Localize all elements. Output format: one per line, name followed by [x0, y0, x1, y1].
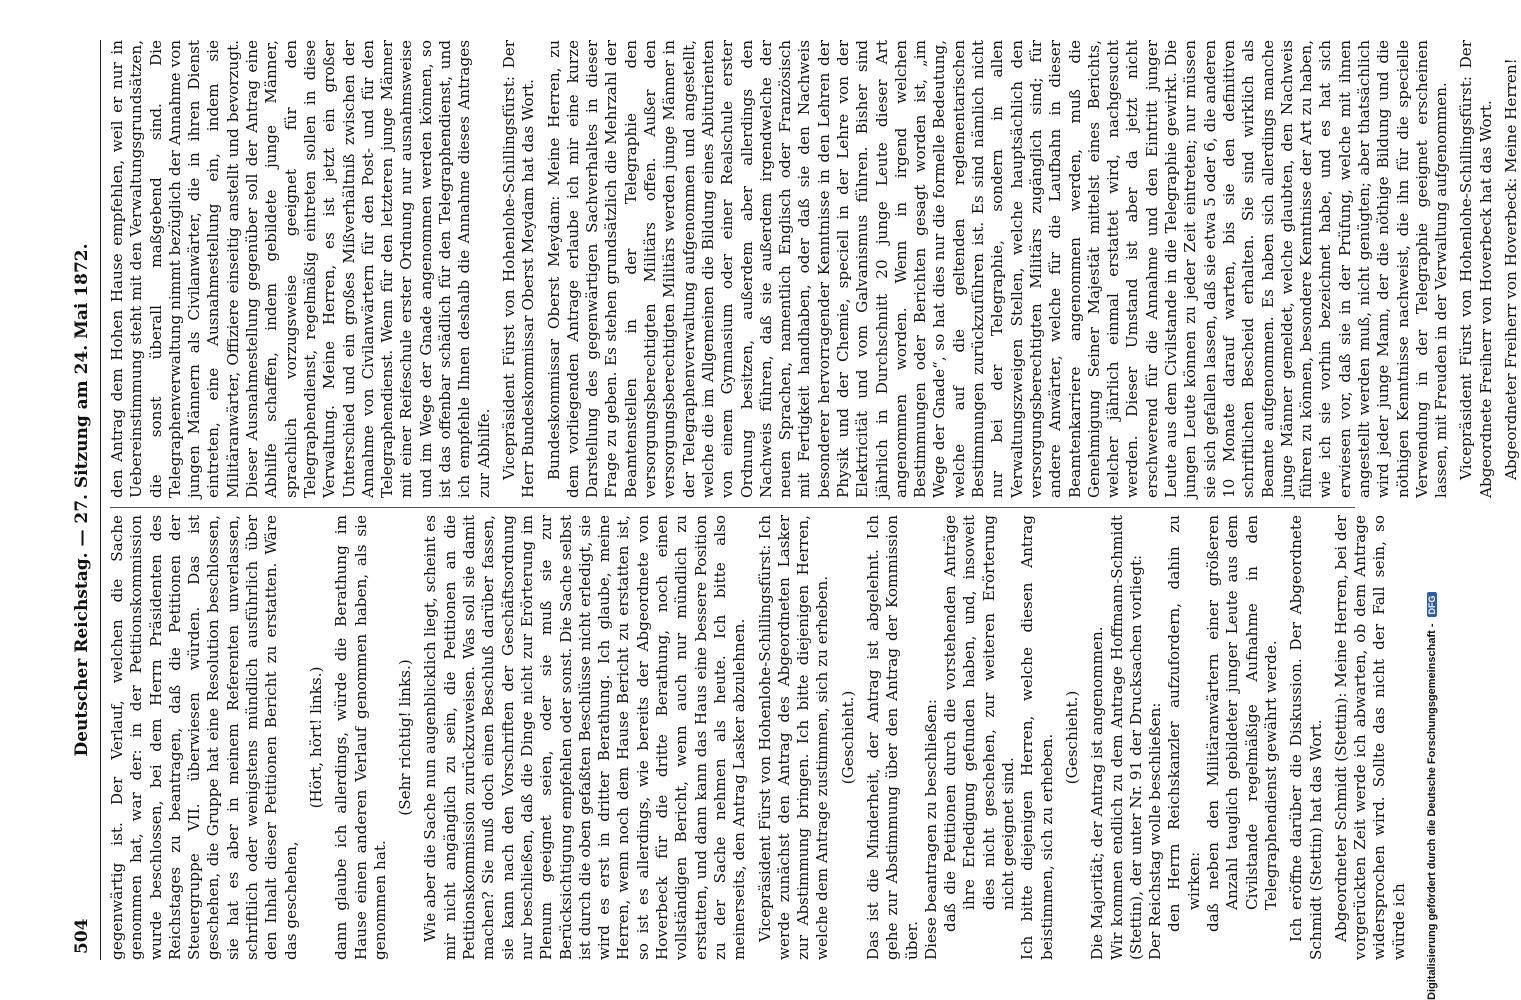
right-column — [108, 40, 1521, 498]
paragraph: Wie aber die Sache nun augenblicklich liegt, scheint es mir nicht angänglich zu sein, die Petitionen an die Petitionskommission zurückzuweisen. Was soll sie damit machen? Sie muß doch einen Beschluß darüber fassen, sie kann nach den Vorschriften der Geschäftsordnung nur beschließen, daß die Dinge nicht zur Erörterung im Plenum geeignet seien, oder sie muß sie zur Berücksichtigung empfehlen oder sonst. Die Sache selbst ist durch die oben gefaßten Beschlüsse nicht erledigt, sie wird es erst in dritter Berathung. Ich glaube, meine Herren, wenn noch dem Hause Bericht zu erstatten ist, so ist es allerdings, wie bereits der Abgeordnete von Hoverbeck für die dritte Berathung, noch einen vollständigen Bericht, wenn auch nur mündlich zu erstatten, und dann kann das Haus eine bessere Position zu der Sache nehmen als heute. Ich bitte also meinerseits, den Antrag Lasker abzulehnen. — [421, 515, 749, 960]
paragraph: den Antrag dem Hohen Hause empfehlen, weil er nur in Uebereinstimmung steht mit den Verwaltungsgrundsätzen, die sonst überall maßgebend sind. Die Telegraphenverwaltung nimmt bezüglich der Annahme von jungen Männern als Civilanwärter, die in ihren Dienst eintreten, eine Ausnahmestellung ein, indem sie Militäranwärter, Offiziere einseitig anstellt und bevorzugt. Dieser Ausnahmestellung gegenüber soll der Antrag eine Abhilfe schaffen, indem gebildete junge Männer, sprachlich vorzugsweise geeignet für den Telegraphendienst, regelmäßig eintreten sollen in diese Verwaltung. Meine Herren, es ist jetzt ein großer Unterschied und ein großes Mißverhältniß zwischen der Annahme von Civilanwärtern für den Post- und für den Telegraphendienst. Wenn für den letzteren junge Männer mit einer Reifeschule erster Ordnung nur ausnahmsweise und im Wege der Gnade angenommen werden können, so ist das offenbar schädlich für den Telegraphendienst, und ich empfehle Ihnen deshalb die Annahme dieses Antrages zur Abhilfe. — [108, 40, 493, 498]
paragraph: gegenwärtig ist. Der Verlauf, welchen die Sache genommen hat, war der: in der Petitionskommission wurde beschlossen, bei dem Herrn Präsidenten des Reichstages zu beantragen, daß die Petitionen der Steuergruppe VII. überwiesen würden. Das ist geschehen, die Gruppe hat eine Resolution beschlossen, sie hat es aber in meinem Referenten unverlassen, schriftlich oder wenigstens mündlich ausführlich über den Inhalt dieser Petitionen Bericht zu erstatten. Wäre das geschehen, — [108, 515, 300, 960]
paragraph: Vicepräsident Fürst von Hohenlohe-Schillingsfürst: Ich werde zunächst den Antrag des Abgeordneten Lasker zur Abstimmung bringen. Ich bitte diejenigen Herren, welche dem Antrage zustimmen, sich zu erheben. — [755, 515, 832, 960]
paragraph: Vicepräsident Fürst von Hohenlohe-Schillingsfürst: Der Herr Bundeskommissar Oberst Meydam hat das Wort. — [499, 40, 538, 498]
interjection: (Geschieht.) — [838, 690, 857, 785]
paragraph: Das ist die Minderheit, der Antrag ist abgelehnt. Ich gehe zur Abstimmung über den Antrag der Kommission über. — [863, 515, 921, 960]
paragraph: Bundeskommissar Oberst Meydam: Meine Herren, zu dem vorliegenden Antrage erlaube ich mir eine kurze Darstellung des gegenwärtigen Sachverhaltes in dieser Frage zu geben. Es stehen grundsätzlich die Mehrzahl der Beamtenstellen in der Telegraphie den versorgungsberechtigten Militärs offen. Außer den versorgungsberechtigten Militärs werden junge Männer in der Telegraphenverwaltung aufgenommen und angestellt, welche die im Allgemeinen die Bildung eines Abiturienten von einem Gymnasium oder einer Realschule erster Ordnung besitzen, außerdem aber allerdings den Nachweis führen, daß sie außerdem irgendwelche der neuen Sprachen, namentlich Englisch oder Französisch mit Fertigkeit handhaben, oder daß sie den Nachweis besonderer hervorragender Kenntnisse in den Lehren der Physik und der Chemie, speciell in der Lehre von der Elektricität und vom Galvanismus führen. Bisher sind jährlich in Durchschnitt 20 junge Leute dieser Art angenommen worden. Wenn in irgend welchen Bestimmungen oder Berichten gesagt worden ist, „im Wege der Gnade“, so hat dies nur die formelle Bedeutung, welche auf die geltenden reglementarischen Bestimmungen zurückzuführen ist. Es sind nämlich nicht nur bei der Telegraphie, sondern in allen Verwaltungszweigen Stellen, welche hauptsächlich den versorgungsberechtigten Militärs zugänglich sind; für andere Anwärter, welche für die Laufbahn in dieser Beamtenkarriere angenommen werden, muß die Genehmigung Seiner Majestät mittelst eines Berichts, welcher jährlich einmal erstattet wird, nachgesucht werden. Dieser Umstand ist aber da jetzt nicht erschwerend für die Annahme und den Eintritt junger Leute aus dem Civilstande in die Telegraphie gewirkt. Die jungen Leute können zu jeder Zeit eintreten; nur müssen sie sich gefallen lassen, daß sie etwa 5 oder 6, die anderen 10 Monate darauf warten, bis sie den definitiven schriftlichen Bescheid erhalten. Sie sind wirklich als Beamte aufgenommen. Es haben sich allerdings manche junge Männer gemeldet, welche glaubten, den Nachweis führen zu können, besondere Kenntnisse der Art zu haben, wie ich sie vorhin bezeichnet habe, und es hat sich erwiesen vor, daß sie in der Prüfung, welche mit ihnen angestellt werden muß, nicht genügten; aber thatsächlich wird jeder junge Mann, der die nöthige Bildung und die nöthigen Kenntnisse nachweist, die ihn für die specielle Verwendung in der Telegraphie geeignet erscheinen lassen, mit Freuden in der Verwaltung aufgenommen. — [544, 40, 1451, 498]
paragraph: den Herrn Reichskanzler aufzufordern, dahin zu wirken: — [1165, 515, 1203, 932]
paragraph: Abgeordneter Schmidt (Stettin): Meine Herren, bei der vorgerückten Zeit werde ich abwarten, ob dem Antrage widersprochen wird. Sollte das nicht der Fall sein, so würde ich — [1331, 515, 1408, 960]
paragraph: Diese beantragen zu beschließen: — [921, 698, 940, 960]
digitization-note — [1426, 592, 1438, 1000]
page-header — [60, 40, 101, 960]
paragraph: Vicepräsident Fürst von Hohenlohe-Schillingsfürst: Der Abgeordnete Freiherr von Hoverbeck hat das Wort. — [1457, 40, 1495, 498]
paragraph: Der Reichstag wolle beschließen: — [1146, 702, 1165, 960]
paragraph: Wir kommen endlich zu dem Antrage Hoffmann-Schmidt (Stettin), der unter Nr. 91 der Drucksachen vorliegt: — [1107, 515, 1145, 960]
dfg-logo: DFG — [1427, 592, 1437, 617]
interjection: (Hört, hört! links.) — [306, 666, 325, 809]
interjection: (Sehr richtig! links.) — [396, 659, 415, 816]
paragraph: Die Majorität; der Antrag ist angenommen. — [1088, 626, 1107, 960]
paragraph: Abgeordneter Freiherr von Hoverbeck: Meine Herren! — [1502, 58, 1521, 480]
digitization-note-text: Digitalisierung gefördert durch die Deutsche Forschungsgemeinschaft - — [1426, 623, 1438, 1000]
paragraph: dann glaube ich allerdings, würde die Berathung im Hause einen anderen Verlauf genommen haben, als sie genommen hat. — [332, 515, 389, 960]
running-title: Deutscher Reichstag. — 27. Sitzung am 24. Mai 1872. — [72, 243, 92, 757]
column-divider — [110, 507, 1355, 508]
paragraph: Ich eröffne darüber die Diskussion. Der Abgeordnete Schmidt (Stettin) hat das Wort. — [1287, 515, 1325, 960]
paragraph: daß die Petitionen durch die vorstehenden Anträge ihre Erledigung gefunden haben, und, insoweit dies nicht geschehen, zur weiteren Erörterung nicht geeignet sind. — [941, 515, 1018, 932]
left-column — [108, 515, 1408, 960]
paragraph: Ich bitte diejenigen Herren, welche diesen Antrag beistimmen, sich zu erheben. — [1018, 515, 1056, 960]
interjection: (Geschieht.) — [1062, 690, 1081, 785]
paragraph: daß neben den Militäranwärtern einer größeren Anzahl tauglich gebildeter junger Leute aus dem Civilstande regelmäßige Aufnahme in den Telegraphendienst gewährt werde. — [1204, 515, 1280, 932]
page-number: 504 — [72, 918, 92, 954]
